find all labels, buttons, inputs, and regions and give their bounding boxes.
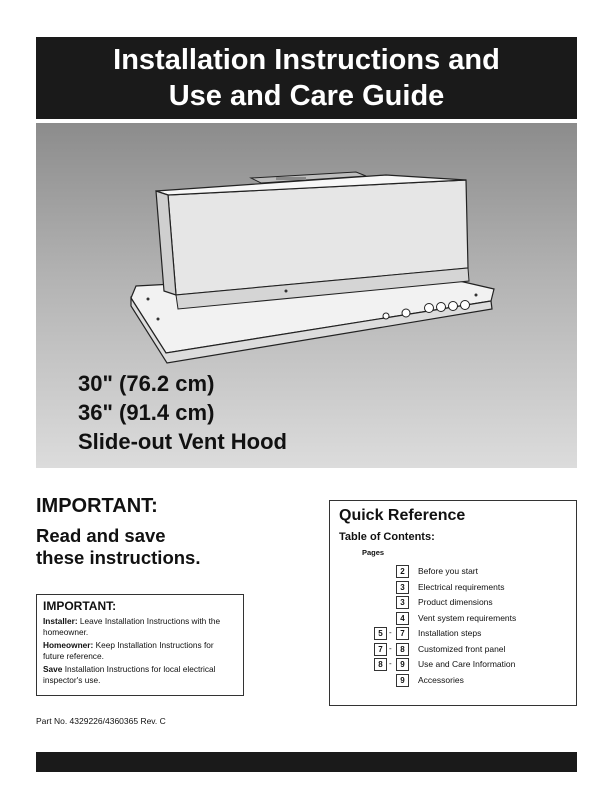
hero-panel: [36, 123, 577, 468]
toc-title: Table of Contents:: [339, 531, 435, 543]
toc-item: [330, 596, 578, 609]
toc-item-label: Product dimensions: [418, 597, 493, 607]
toc-page-from: 7: [374, 643, 387, 656]
toc-item-label: Installation steps: [418, 628, 482, 638]
toc-page-from: 8: [374, 658, 387, 671]
product-lines: [78, 369, 287, 456]
read-save-line-2: these instructions.: [36, 547, 201, 568]
toc-item-label: Accessories: [418, 674, 464, 685]
toc-item-label: Before you start: [418, 566, 479, 576]
save-text: Installation Instructions for local electrical inspector's use.: [43, 664, 216, 685]
part-number: Part No. 4329226/4360365 Rev. C: [36, 716, 166, 726]
important-heading: IMPORTANT:: [36, 495, 158, 517]
size-36-label: 36" (91.4 cm): [78, 400, 215, 425]
toc-item: [330, 612, 578, 625]
title-bar: [36, 37, 577, 119]
toc-page-to: 7: [396, 627, 409, 640]
quick-reference-box: [329, 500, 577, 706]
important-box: [36, 594, 244, 696]
save-label: Save: [43, 664, 63, 674]
pages-label: Pages: [362, 548, 385, 557]
quick-reference-title: Quick Reference: [339, 507, 466, 524]
bottom-bar: [36, 752, 577, 772]
toc-page-to: 3: [396, 581, 409, 594]
toc-page-to: 9: [396, 674, 409, 687]
toc-item-label: Vent system requirements: [418, 612, 517, 623]
toc-range-dash: -: [389, 659, 392, 668]
title-line-2: Use and Care Guide: [168, 80, 445, 112]
read-save-notice: [36, 525, 200, 569]
installer-note: [43, 616, 237, 637]
toc-page-to: 8: [396, 643, 409, 656]
homeowner-text: Keep Installation Instructions for future reference.: [43, 640, 214, 661]
toc-range-dash: -: [389, 643, 392, 653]
toc-item: [330, 565, 578, 578]
product-name: Slide-out Vent Hood: [78, 429, 287, 454]
toc-item: [330, 674, 578, 687]
installer-text: Leave Installation Instructions with the homeowner.: [43, 616, 221, 637]
toc-item: [330, 658, 578, 671]
toc-page-to: 4: [396, 612, 409, 625]
save-note: [43, 664, 237, 685]
toc-item: [330, 581, 578, 594]
toc-item-label: Use and Care Information: [418, 659, 516, 669]
title-line-1: Installation Instructions and: [113, 44, 500, 76]
size-30-label: 30" (76.2 cm): [78, 371, 215, 396]
read-save-line-1: Read and save: [36, 525, 166, 546]
homeowner-note: [43, 640, 237, 661]
toc-page-from: 5: [374, 627, 387, 640]
toc-page-to: 3: [396, 596, 409, 609]
toc-item: [330, 627, 578, 640]
homeowner-label: Homeowner:: [43, 640, 94, 650]
important-box-heading: IMPORTANT:: [43, 599, 117, 613]
toc-item-label: Customized front panel: [418, 643, 506, 654]
toc-item: [330, 643, 578, 656]
installer-label: Installer:: [43, 616, 78, 626]
toc-page-to: 9: [396, 658, 409, 671]
toc-item-label: Electrical requirements: [418, 581, 505, 592]
toc-range-dash: -: [389, 628, 392, 637]
toc-page-to: 2: [396, 565, 409, 578]
